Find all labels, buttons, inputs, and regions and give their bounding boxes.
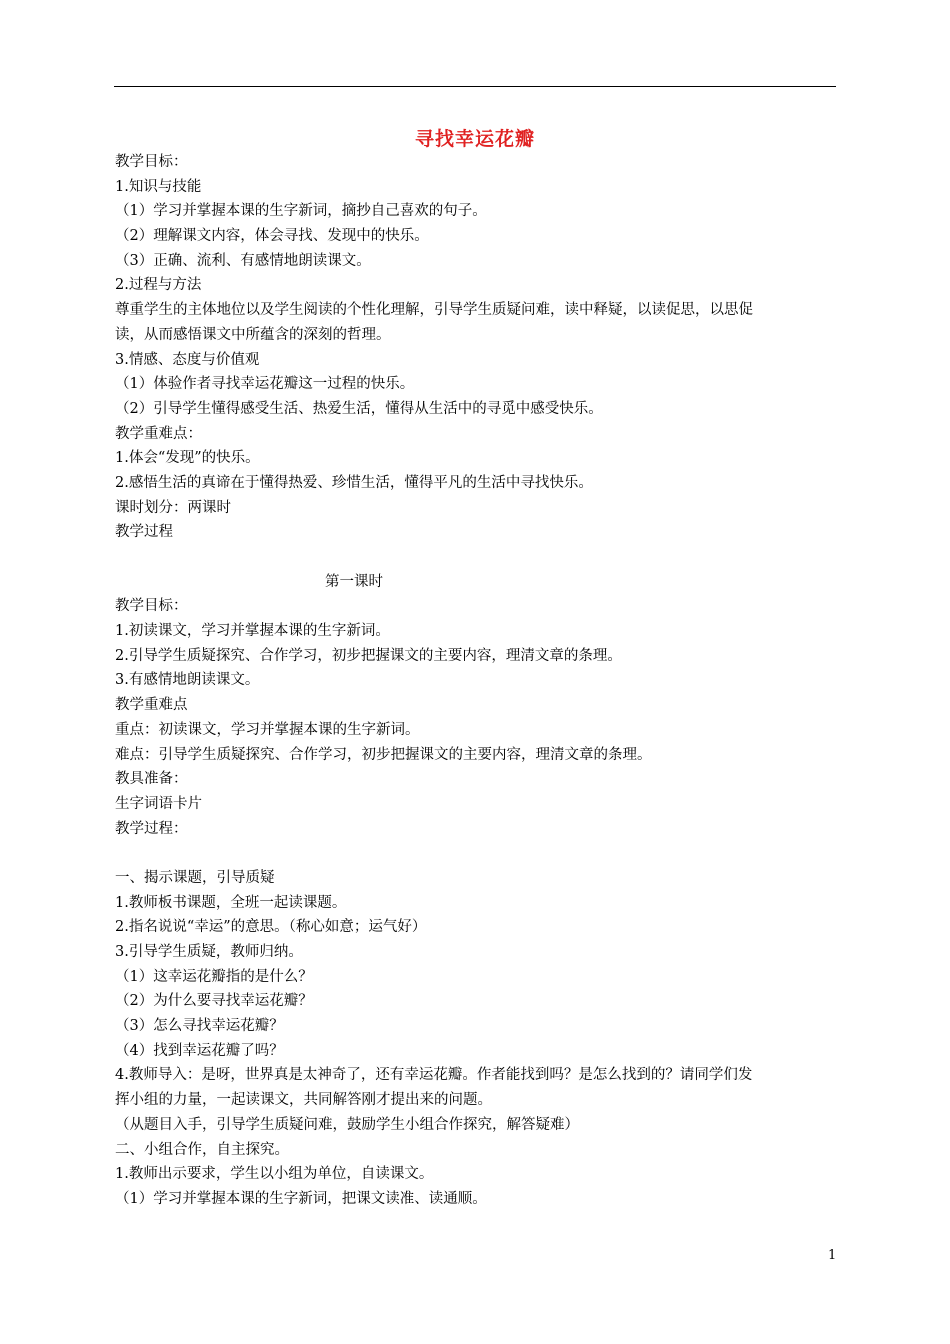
page-number: 1 xyxy=(828,1248,837,1263)
text-line: （1）体验作者寻找幸运花瓣这一过程的快乐。 xyxy=(115,376,415,393)
text-line: 3.有感情地朗读课文。 xyxy=(115,672,260,689)
document-body xyxy=(115,150,837,1212)
text-line: 挥小组的力量，一起读课文，共同解答刚才提出来的问题。 xyxy=(115,1092,492,1109)
text-line: 教学目标： xyxy=(115,598,188,615)
text-line: （1）学习并掌握本课的生字新词，摘抄自己喜欢的句子。 xyxy=(115,203,487,220)
text-line: 教学重难点： xyxy=(115,425,202,442)
text-line: （3）正确、流利、有感情地朗读课文。 xyxy=(115,252,371,269)
text-line: 第一课时 xyxy=(325,573,383,590)
text-line: 1.教师板书课题，全班一起读课题。 xyxy=(115,894,347,911)
text-line: 1.知识与技能 xyxy=(115,178,202,195)
blank-line xyxy=(115,545,837,570)
text-line: 二、小组合作，自主探究。 xyxy=(115,1141,289,1158)
text-line: （2）为什么要寻找幸运花瓣？ xyxy=(115,993,313,1010)
text-line: （1）学习并掌握本课的生字新词，把课文读准、读通顺。 xyxy=(115,1190,487,1207)
blank-line xyxy=(115,841,837,866)
text-line: （3）怎么寻找幸运花瓣？ xyxy=(115,1018,284,1035)
text-line: 3.引导学生质疑，教师归纳。 xyxy=(115,944,303,960)
text-line: 读，从而感悟课文中所蕴含的深刻的哲理。 xyxy=(115,326,391,343)
text-line: 1.体会“发现”的快乐。 xyxy=(115,450,260,467)
header-rule xyxy=(114,86,836,87)
text-line: 课时划分：两课时 xyxy=(115,499,231,516)
text-line: 2.指名说说“幸运”的意思。（称心如意；运气好） xyxy=(115,919,427,936)
text-line: 教学过程 xyxy=(115,524,173,541)
text-line: （2）引导学生懂得感受生活、热爱生活，懂得从生活中的寻觅中感受快乐。 xyxy=(115,400,603,417)
text-line: 难点：引导学生质疑探究、合作学习，初步把握课文的主要内容，理清文章的条理。 xyxy=(115,746,652,763)
document-title: 寻找幸运花瓣 xyxy=(414,128,535,150)
text-line: 尊重学生的主体地位以及学生阅读的个性化理解，引导学生质疑问难，读中释疑，以读促思，以思促 xyxy=(115,302,753,319)
text-line: 3.情感、态度与价值观 xyxy=(115,351,260,368)
text-line: 教学目标： xyxy=(115,154,188,170)
text-line: 生字词语卡片 xyxy=(115,795,202,812)
text-line: 2.引导学生质疑探究、合作学习，初步把握课文的主要内容，理清文章的条理。 xyxy=(115,647,622,664)
text-line: （4）找到幸运花瓣了吗？ xyxy=(115,1042,284,1059)
text-line: 2.过程与方法 xyxy=(115,277,202,294)
text-line: 重点：初读课文，学习并掌握本课的生字新词。 xyxy=(115,721,420,738)
text-line: 2.感悟生活的真谛在于懂得热爱、珍惜生活，懂得平凡的生活中寻找快乐。 xyxy=(115,474,593,491)
text-line: （1）这幸运花瓣指的是什么？ xyxy=(115,968,313,985)
text-line: 1.教师出示要求，学生以小组为单位，自读课文。 xyxy=(115,1166,434,1183)
text-line: （2）理解课文内容，体会寻找、发现中的快乐。 xyxy=(115,228,429,245)
text-line: 1.初读课文，学习并掌握本课的生字新词。 xyxy=(115,623,390,640)
text-line: 教学过程： xyxy=(115,820,188,837)
text-line: 教学重难点 xyxy=(115,697,188,714)
text-line: 4.教师导入：是呀，世界真是太神奇了，还有幸运花瓣。作者能找到吗？是怎么找到的？请同学们发 xyxy=(115,1067,753,1084)
text-line: 一、揭示课题，引导质疑 xyxy=(115,869,275,886)
text-line: 教具准备： xyxy=(115,771,188,788)
text-line: （从题目入手，引导学生质疑问难，鼓励学生小组合作探究，解答疑难） xyxy=(115,1116,579,1133)
